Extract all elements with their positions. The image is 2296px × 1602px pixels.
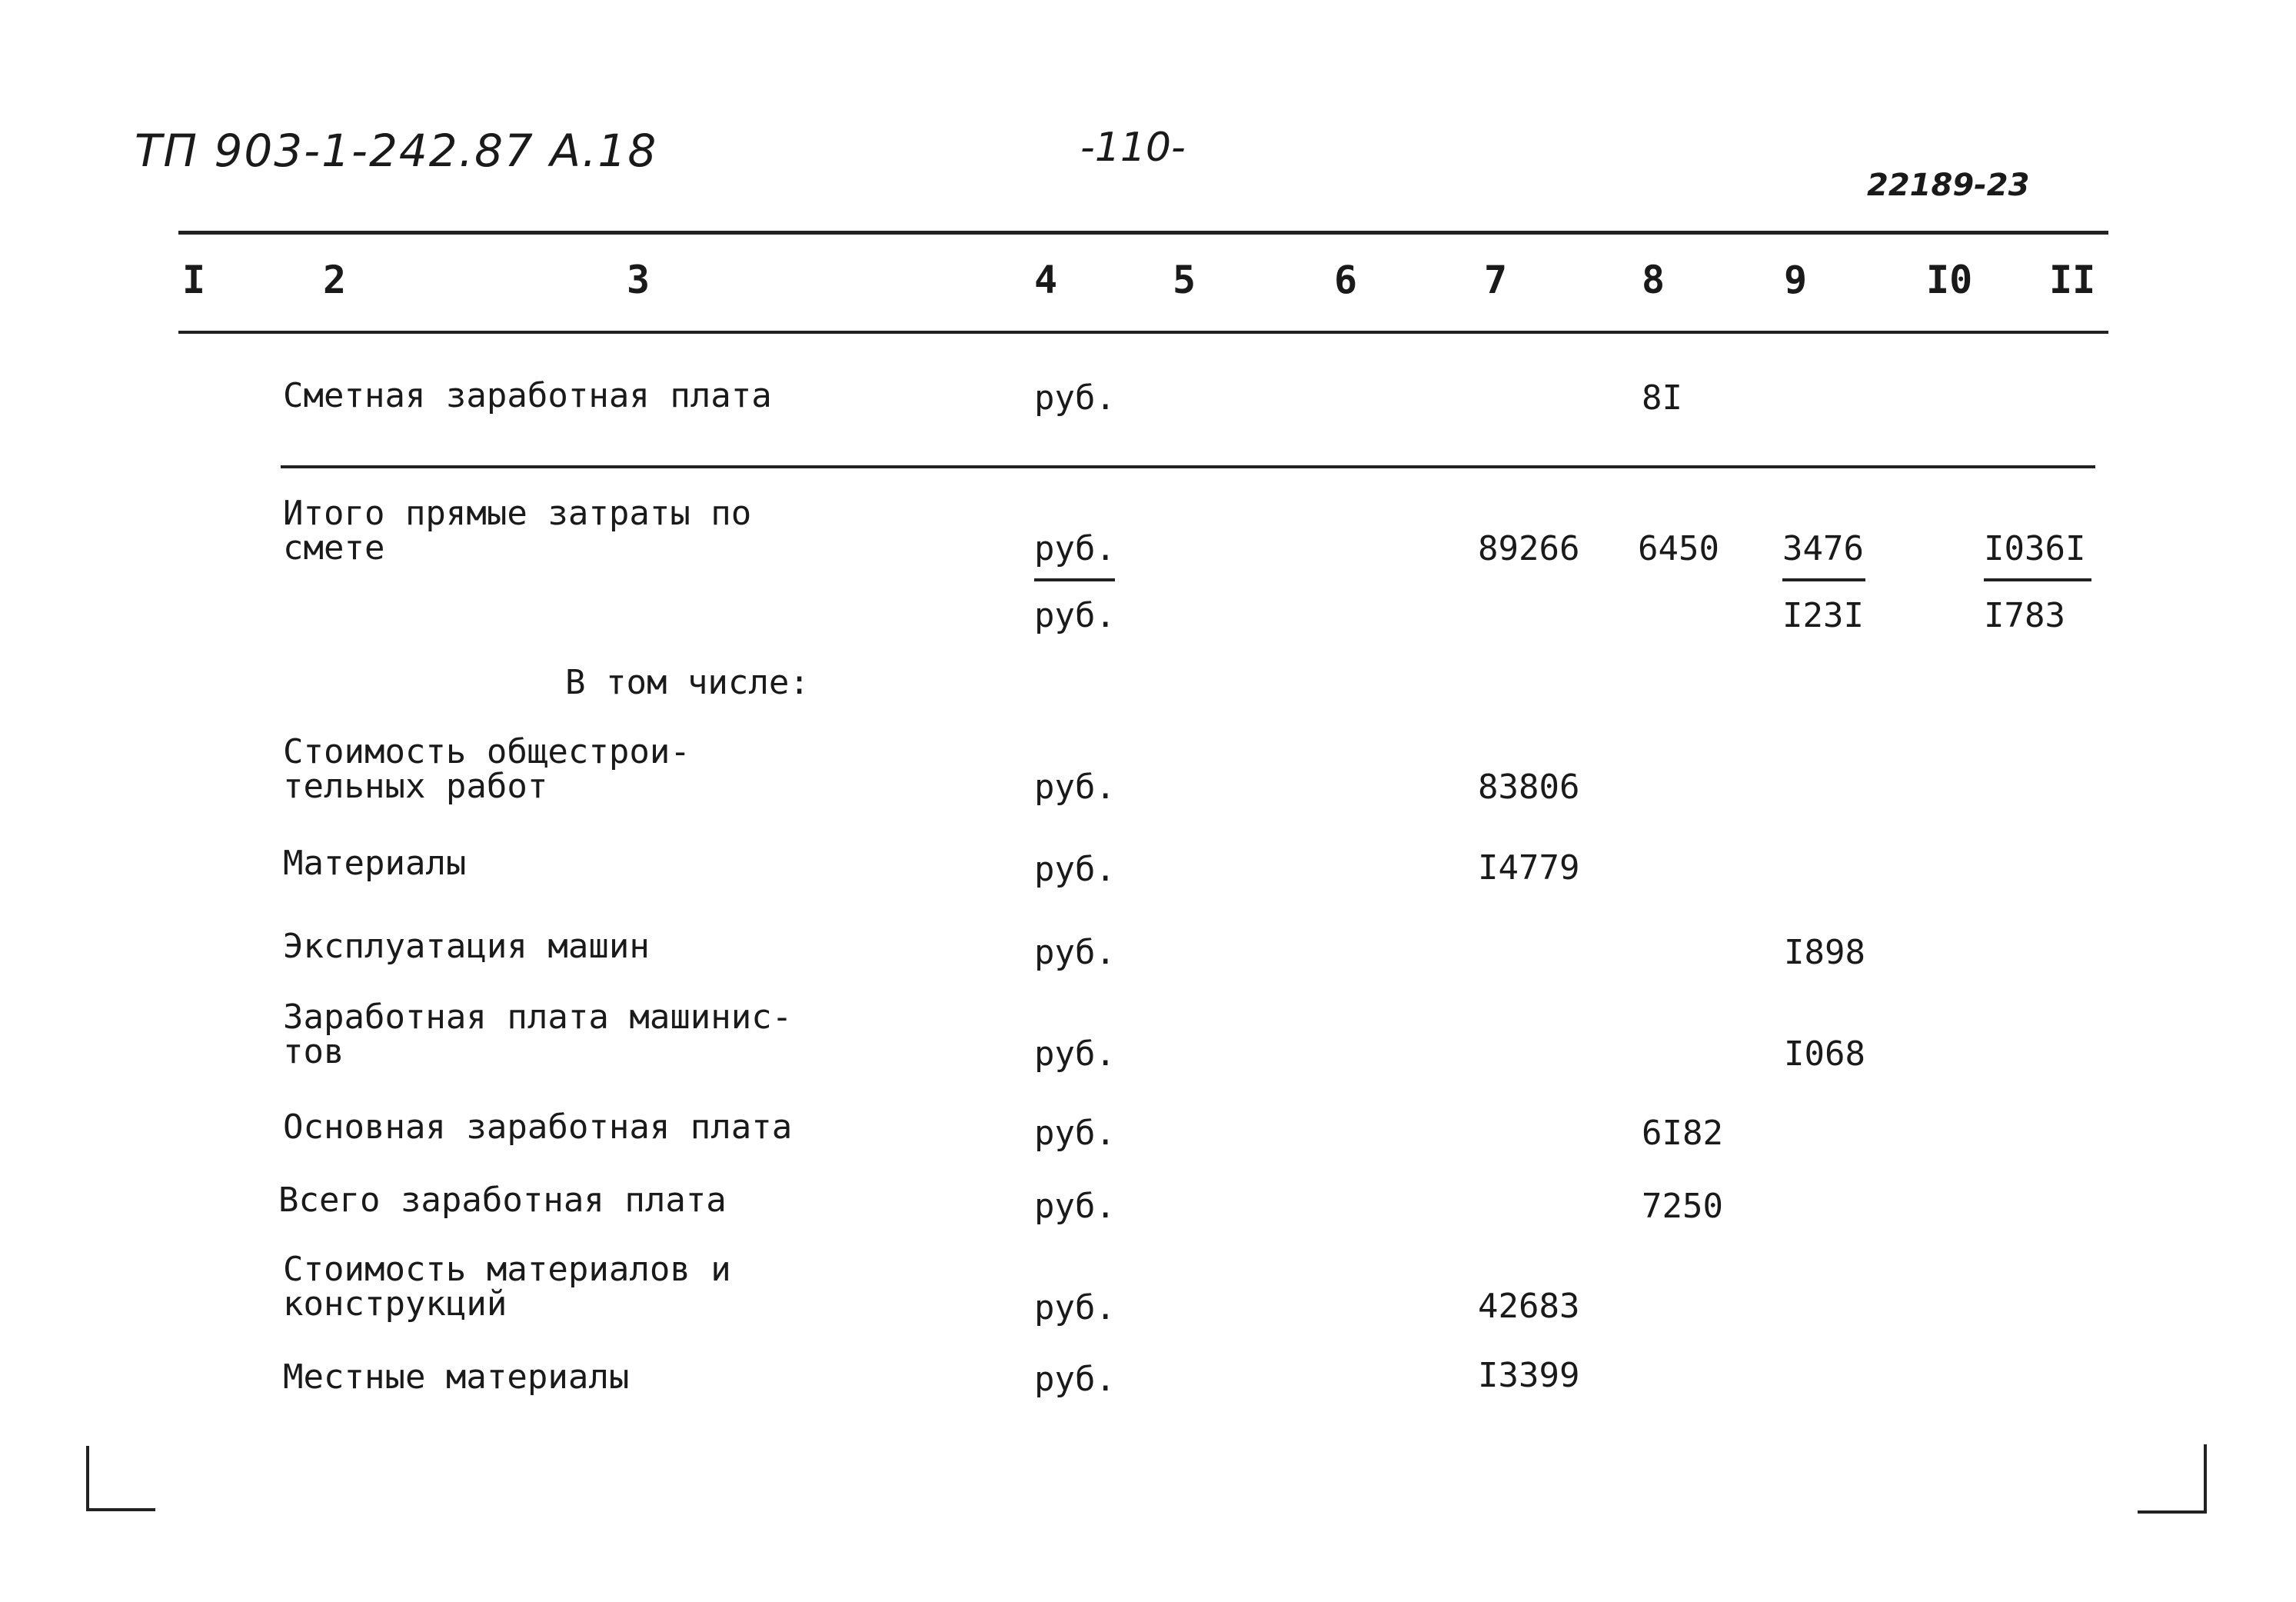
row-unit-numerator: руб. bbox=[1034, 529, 1116, 568]
column-number-10: I0 bbox=[1926, 258, 1973, 302]
cell-col11-denominator: I783 bbox=[1984, 596, 2065, 635]
cell-col11-numerator: I036I bbox=[1984, 529, 2086, 568]
row-label-line1: Стоимость общестрои- bbox=[283, 732, 690, 771]
cell-col9: I898 bbox=[1784, 933, 1865, 972]
row-label: Местные материалы bbox=[283, 1357, 630, 1397]
column-number-7: 7 bbox=[1484, 258, 1508, 302]
column-number-3: 3 bbox=[627, 258, 651, 302]
row-unit: руб. bbox=[1034, 768, 1116, 807]
cell-col9: I068 bbox=[1784, 1034, 1865, 1074]
row-unit: руб. bbox=[1034, 1114, 1116, 1153]
column-number-5: 5 bbox=[1173, 258, 1196, 302]
cell-col9-denominator: I23I bbox=[1782, 596, 1864, 635]
header-bottom-rule bbox=[178, 331, 2108, 334]
column-number-9: 9 bbox=[1784, 258, 1808, 302]
crop-mark-right-vertical bbox=[2204, 1444, 2207, 1514]
row-label-line2: конструкций bbox=[283, 1284, 507, 1324]
cell-col7: 83806 bbox=[1478, 768, 1580, 807]
cell-col8: 6450 bbox=[1638, 529, 1719, 568]
column-number-11: II bbox=[2049, 258, 2096, 302]
row-label: Основная заработная плата bbox=[283, 1107, 793, 1147]
row-unit: руб. bbox=[1034, 1187, 1116, 1226]
row-unit: руб. bbox=[1034, 933, 1116, 972]
row-label-line1: Итого прямые затраты по bbox=[283, 494, 752, 533]
cell-col9-numerator: 3476 bbox=[1782, 529, 1864, 568]
col9-fraction-line bbox=[1782, 578, 1865, 581]
column-number-4: 4 bbox=[1034, 258, 1058, 302]
document-code: ТП 903-1-242.87 А.18 bbox=[135, 125, 658, 177]
row-label: Всего заработная плата bbox=[278, 1181, 727, 1220]
crop-mark-left-vertical bbox=[86, 1446, 89, 1511]
unit-fraction-line bbox=[1034, 578, 1115, 581]
row-unit: руб. bbox=[1034, 378, 1116, 418]
crop-mark-left-horizontal bbox=[86, 1508, 155, 1511]
cell-col8: 7250 bbox=[1642, 1187, 1723, 1226]
row-label-line1: Стоимость материалов и bbox=[283, 1250, 731, 1289]
row-label-line2: смете bbox=[283, 528, 385, 568]
row-label-line2: тельных работ bbox=[283, 767, 548, 806]
cell-col8: 8I bbox=[1642, 378, 1682, 418]
row-unit: руб. bbox=[1034, 850, 1116, 889]
column-number-1: I bbox=[182, 258, 206, 302]
cell-col7: 89266 bbox=[1478, 529, 1580, 568]
subheading: В том числе: bbox=[565, 663, 810, 702]
col11-fraction-line bbox=[1984, 578, 2091, 581]
row-label-line1: Заработная плата машинис- bbox=[283, 998, 793, 1037]
row-unit: руб. bbox=[1034, 1288, 1116, 1327]
row-unit: руб. bbox=[1034, 1034, 1116, 1074]
column-number-2: 2 bbox=[323, 258, 347, 302]
cell-col8: 6I82 bbox=[1642, 1114, 1723, 1153]
column-number-8: 8 bbox=[1642, 258, 1665, 302]
crop-mark-right-horizontal bbox=[2138, 1510, 2207, 1514]
row-label-line2: тов bbox=[283, 1032, 344, 1071]
archive-number: 22189-23 bbox=[1867, 168, 2030, 203]
column-number-6: 6 bbox=[1334, 258, 1358, 302]
row-label: Сметная заработная плата bbox=[283, 376, 772, 415]
row-label: Эксплуатация машин bbox=[283, 927, 650, 966]
section-divider bbox=[281, 465, 2095, 468]
row-unit: руб. bbox=[1034, 1360, 1116, 1399]
page-number: -110- bbox=[1080, 125, 1186, 171]
row-label: Материалы bbox=[283, 844, 467, 883]
cell-col7: 42683 bbox=[1478, 1287, 1580, 1326]
cell-col7: I4779 bbox=[1478, 848, 1580, 888]
row-unit-denominator: руб. bbox=[1034, 596, 1116, 635]
cell-col7: I3399 bbox=[1478, 1356, 1580, 1395]
table-top-rule bbox=[178, 231, 2108, 235]
